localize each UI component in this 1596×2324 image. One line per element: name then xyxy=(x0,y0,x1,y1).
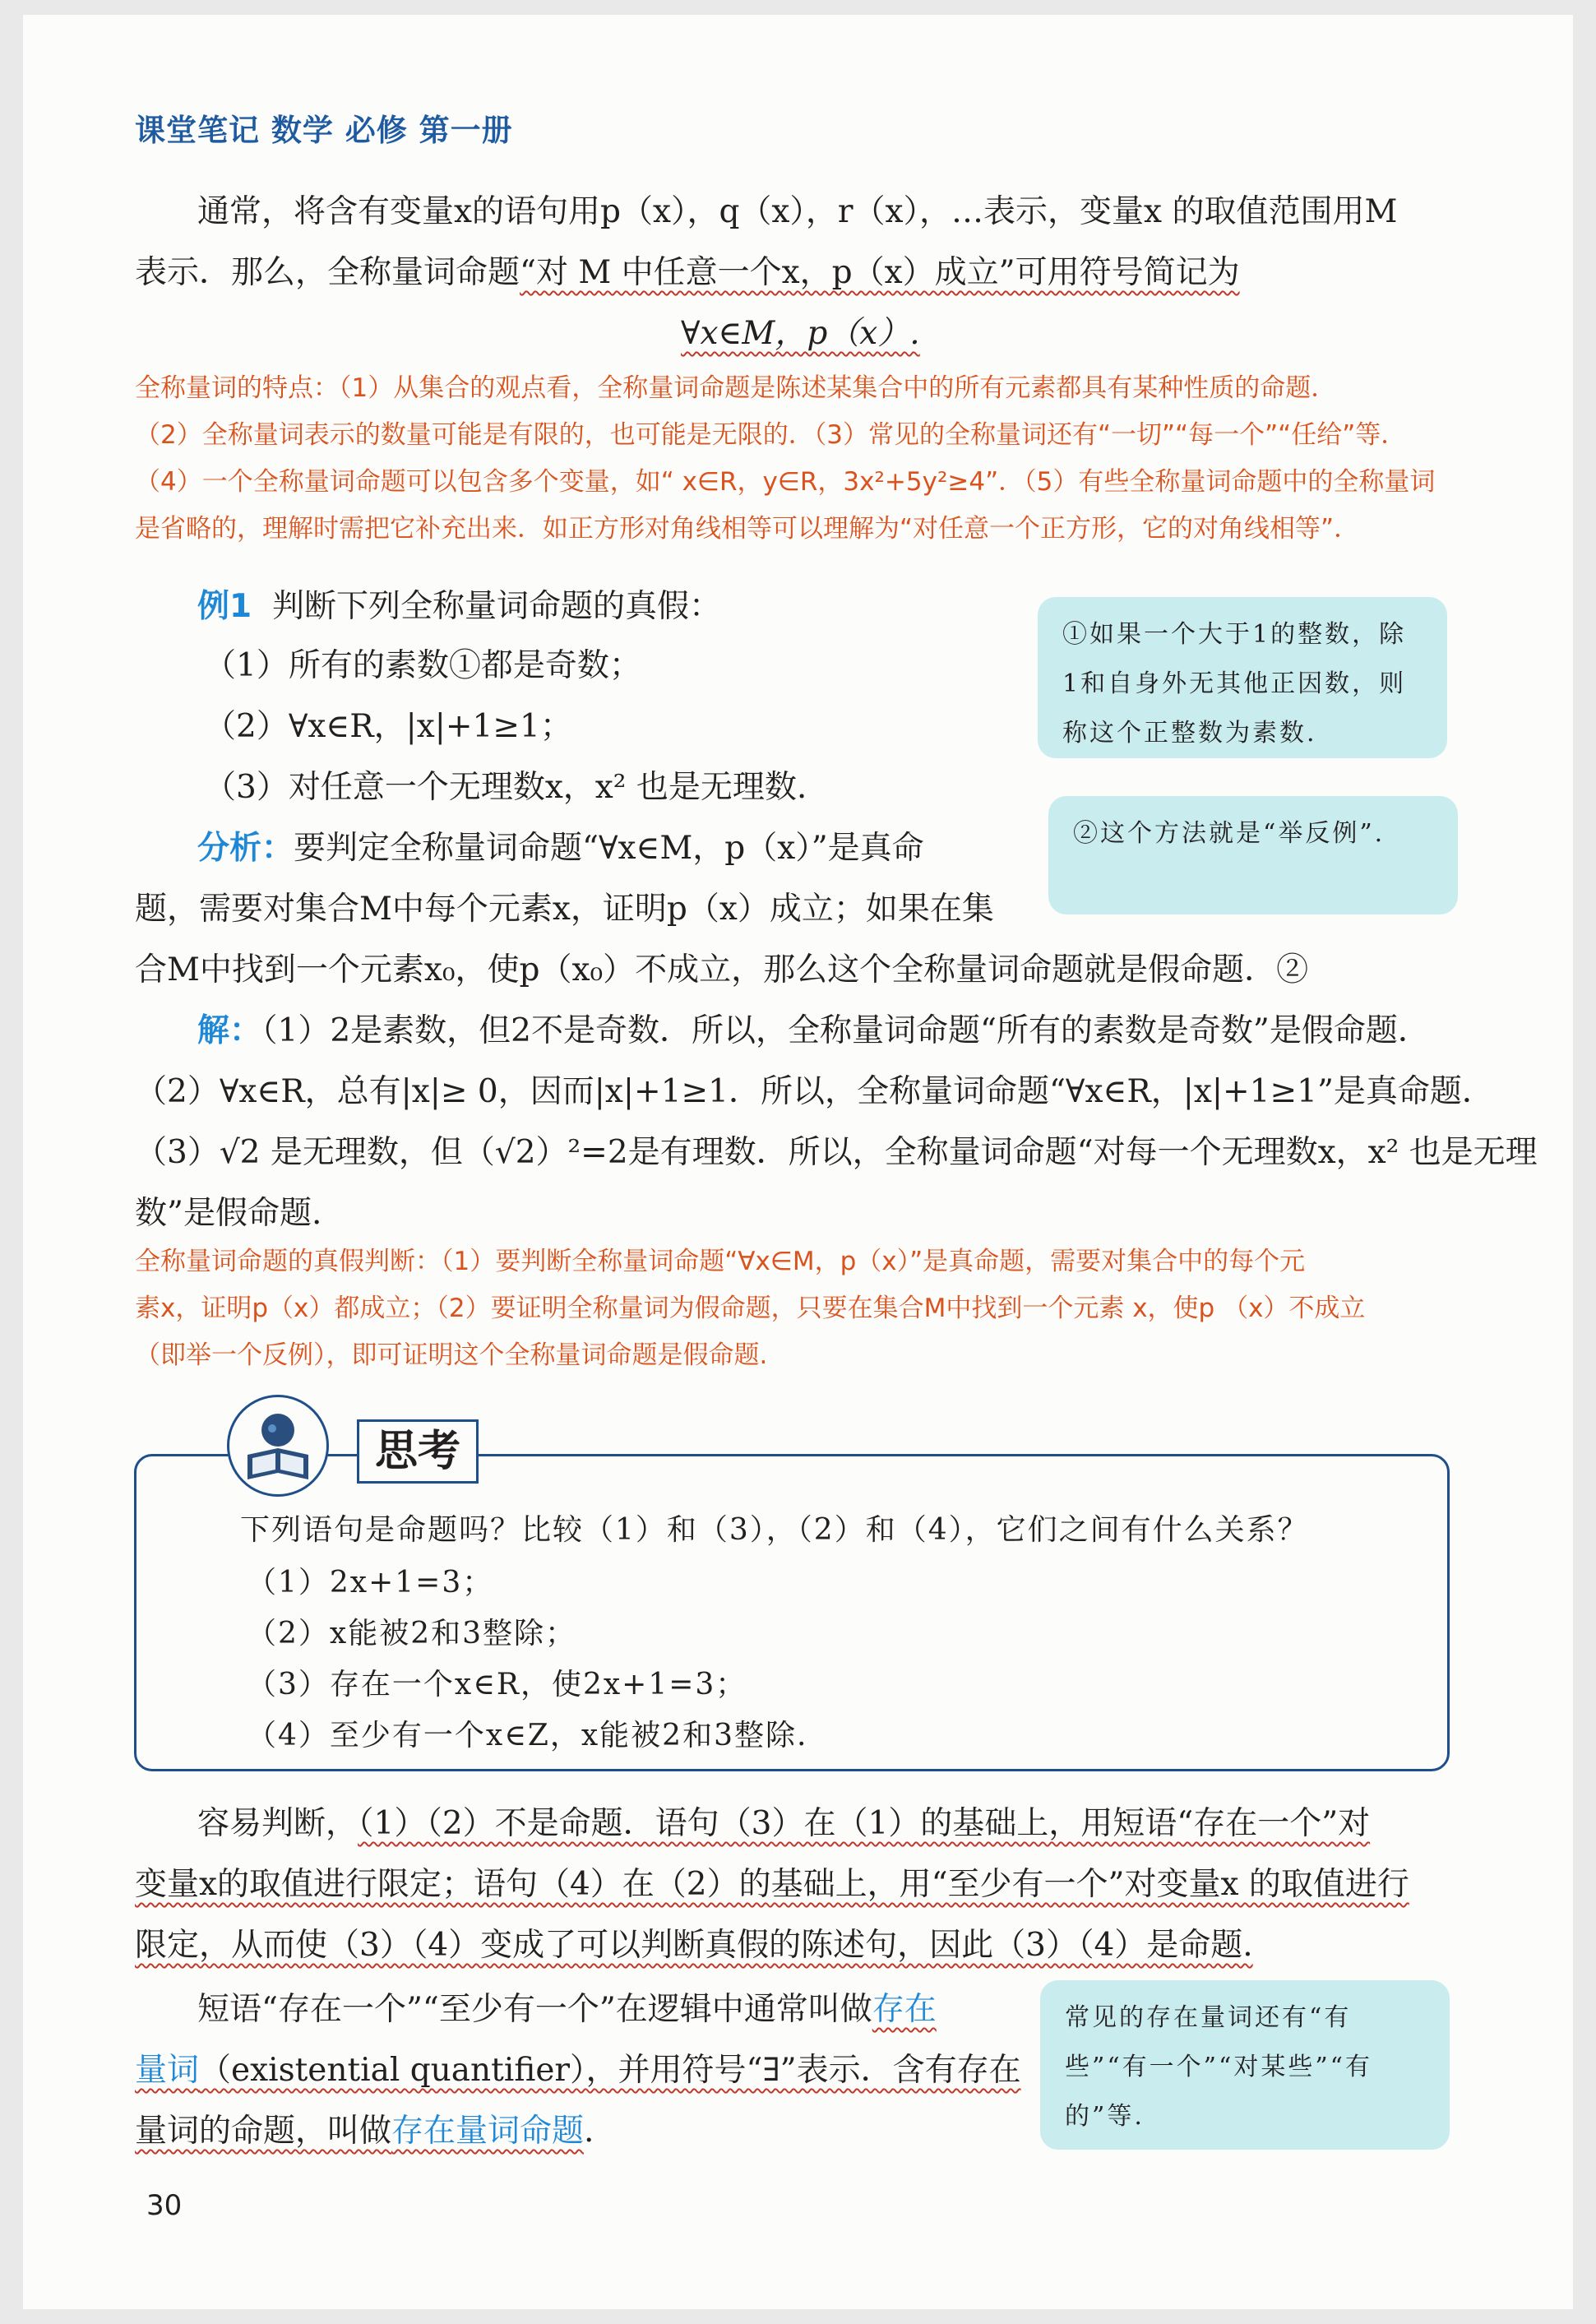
side-note-counterexample: ②这个方法就是“举反例”. xyxy=(1048,796,1458,914)
note2-line-3: （即举一个反例），即可证明这个全称量词命题是假命题. xyxy=(135,1340,768,1370)
example1-item-2: （2）∀x∈R，|x|+1≥1； xyxy=(204,708,572,745)
page-header: 课堂笔记 数学 必修 第一册 xyxy=(135,113,513,148)
intro-line-1: 通常，将含有变量x的语句用p（x），q（x），r（x），…表示，变量x 的取值范围用M xyxy=(197,193,1398,230)
note1-line-3: （4）一个全称量词命题可以包含多个变量，如“ x∈R，y∈R，3x²+5y²≥4”．（5）有些全称量词命题中的全称量词 xyxy=(135,467,1436,497)
example1-item-3: （3）对任意一个无理数x，x² 也是无理数. xyxy=(204,769,807,806)
analysis-line-1 xyxy=(197,822,924,868)
think-title: 思考 xyxy=(357,1419,479,1484)
para2-line-1 xyxy=(197,1798,1370,1844)
intro-line-2-underlined: “对 M 中任意一个x，p（x）成立”可用符号简记为 xyxy=(520,254,1240,291)
solution-tag: 解： xyxy=(197,1012,262,1049)
think-item-4: （4）至少有一个x∈Z，x能被2和3整除. xyxy=(247,1719,808,1752)
para3-line-3 xyxy=(135,2105,594,2151)
solution-line-2: （2）∀x∈R，总有|x|≥ 0，因而|x|+1≥1．所以，全称量词命题“∀x∈R，|x|+1≥1”是真命题． xyxy=(135,1073,1494,1110)
note2-line-2: 素x，证明p（x）都成立；（2）要证明全称量词为假命题，只要在集合M中找到一个元素 x，使p （x）不成立 xyxy=(135,1294,1366,1323)
intro-line-2-plain: 表示．那么，全称量词命题 xyxy=(135,254,520,291)
note2-line-1: 全称量词命题的真假判断：（1）要判断全称量词命题“∀x∈M，p（x）”是真命题，需要对集合中的每个元 xyxy=(135,1247,1306,1276)
note1-line-1: 全称量词的特点：（1）从集合的观点看，全称量词命题是陈述某集合中的所有元素都具有某种性质的命题． xyxy=(135,373,1337,403)
example1-heading xyxy=(197,581,721,627)
think-reader-icon xyxy=(227,1395,329,1497)
intro-line-2 xyxy=(135,247,1240,293)
para2-line-1-underlined: （1）（2）不是命题．语句（3）在（1）的基础上，用短语“存在一个”对 xyxy=(358,1805,1371,1842)
solution-line-4: 数”是假命题. xyxy=(135,1195,322,1232)
side-note-existential: 常见的存在量词还有“有些”“有一个”“对某些”“有的”等. xyxy=(1040,1980,1450,2150)
analysis-line-3: 合M中找到一个元素x₀，使p（x₀）不成立，那么这个全称量词命题就是假命题．② xyxy=(135,951,1309,988)
example1-title: 判断下列全称量词命题的真假： xyxy=(271,588,721,625)
note1-line-2: （2）全称量词表示的数量可能是有限的，也可能是无限的．（3）常见的全称量词还有“一切”“每一个”“任给”等． xyxy=(135,420,1407,450)
think-item-1: （1）2x+1=3； xyxy=(247,1566,494,1599)
para3-line-2 xyxy=(135,2044,1021,2090)
para2-line-2: 变量x的取值进行限定；语句（4）在（2）的基础上，用“至少有一个”对变量x 的取值进行 xyxy=(135,1866,1409,1903)
page-number: 30 xyxy=(146,2189,183,2222)
side-note-prime: ①如果一个大于1的整数，除1和自身外无其他正因数，则称这个正整数为素数. xyxy=(1038,597,1447,758)
analysis-tag: 分析： xyxy=(197,830,294,867)
analysis-line-2: 题，需要对集合M中每个元素x，证明p（x）成立；如果在集 xyxy=(135,891,994,928)
para3-line-1-text: 短语“存在一个”“至少有一个”在逻辑中通常叫做 xyxy=(197,1991,872,2028)
note1-line-4: 是省略的，理解时需把它补充出来．如正方形对角线相等可以理解为“对任意一个正方形，它的对角线相等”． xyxy=(135,514,1360,544)
analysis-text-1: 要判定全称量词命题“∀x∈M，p（x）”是真命 xyxy=(294,830,924,867)
term-existential-proposition: 存在量词命题 xyxy=(391,2113,585,2150)
para2-line-1-plain: 容易判断， xyxy=(197,1805,359,1842)
term-existential-2: 量词 xyxy=(135,2052,200,2089)
solution-text-1: （1）2是素数，但2不是奇数．所以，全称量词命题“所有的素数是奇数”是假命题． xyxy=(261,1012,1430,1049)
solution-line-3: （3）√2 是无理数，但（√2）²=2是有理数．所以，全称量词命题“对每一个无理数x，x² 也是无理 xyxy=(135,1134,1538,1171)
para3-line-3-end: . xyxy=(584,2113,594,2150)
para3-line-1 xyxy=(197,1984,937,2030)
para3-line-2-text: （existential quantifier），并用符号“∃”表示．含有存在 xyxy=(199,2052,1021,2089)
example1-item-1: （1）所有的素数①都是奇数； xyxy=(204,647,641,684)
example1-tag: 例1 xyxy=(197,588,252,625)
formula: ∀x∈M，p（x）. xyxy=(681,315,920,352)
para3-line-3-text: 量词的命题，叫做 xyxy=(135,2113,392,2150)
para2-line-3: 限定，从而使（3）（4）变成了可以判断真假的陈述句，因此（3）（4）是命题. xyxy=(135,1927,1253,1964)
think-question: 下列语句是命题吗？比较（1）和（3），（2）和（4），它们之间有什么关系？ xyxy=(240,1513,1309,1547)
think-item-3: （3）存在一个x∈R，使2x+1=3； xyxy=(247,1668,747,1701)
think-item-2: （2）x能被2和3整除； xyxy=(247,1617,577,1650)
solution-line-1 xyxy=(197,1005,1430,1051)
term-existential-1: 存在 xyxy=(872,1991,937,2028)
